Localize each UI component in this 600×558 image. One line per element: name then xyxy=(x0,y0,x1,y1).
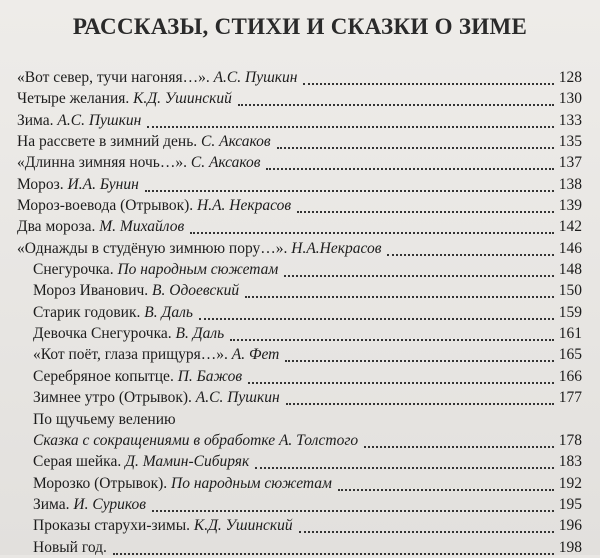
toc-entry-author: В. Даль xyxy=(144,303,193,321)
toc-entry-page: 150 xyxy=(558,282,582,300)
toc-entry-text xyxy=(17,110,141,131)
page-title: РАССКАЗЫ, СТИХИ И СКАЗКИ О ЗИМЕ xyxy=(72,14,528,39)
dot-leader xyxy=(248,361,554,384)
toc-entry-text xyxy=(17,174,139,195)
toc-entry-title: Снегурочка. xyxy=(33,261,114,279)
toc-entry-page: 177 xyxy=(558,389,582,407)
toc-entry-author: К.Д. Ушинский xyxy=(133,90,232,108)
dot-leader xyxy=(299,510,554,533)
dot-leader xyxy=(145,169,554,192)
toc-entry-title: По щучьему велению xyxy=(33,410,176,428)
toc-entry-author: В. Даль xyxy=(175,325,225,343)
toc-entry-author: А. Фет xyxy=(231,346,280,364)
toc-entry-title: Девочка Снегурочка. xyxy=(33,325,172,343)
toc-entry-title: Проказы старухи-зимы. xyxy=(33,517,191,535)
toc-entry-author: К.Д. Ушинский xyxy=(193,517,293,535)
toc-entry-author: Д. Мамин-Сибиряк xyxy=(125,453,250,471)
toc-entry-text xyxy=(33,259,278,280)
toc-entry-author: Н.А. Некрасов xyxy=(197,197,292,215)
toc-entry-author: А.С. Пушкин xyxy=(213,69,298,86)
toc-entry-page: 192 xyxy=(558,474,582,492)
toc-entry-title: На рассвете в зимний день. xyxy=(17,133,198,151)
toc-entry-title: Зимнее утро (Отрывок). xyxy=(33,389,192,407)
toc-entry-title: Серая шейка. xyxy=(33,453,122,471)
toc-entry-author: И. Суриков xyxy=(73,495,147,513)
toc-entry-author: А.С. Пушкин xyxy=(195,389,280,407)
toc-entry-title: Мороз. xyxy=(17,175,64,193)
dot-leader xyxy=(387,233,554,256)
toc-entry-author: Сказка с сокращениями в обработке А. Толстого xyxy=(33,431,359,449)
toc-entry-page: 196 xyxy=(558,517,582,535)
toc-entry-author: С. Аксаков xyxy=(201,133,271,151)
toc-entry-title: Морозко (Отрывок). xyxy=(33,474,168,492)
toc-entry-page: 138 xyxy=(558,175,582,193)
dot-leader xyxy=(297,190,554,213)
toc-entry-text xyxy=(33,344,279,365)
toc-entry-text xyxy=(33,366,242,387)
toc-entry-text xyxy=(33,451,249,472)
toc-entry-author: И.А. Бунин xyxy=(67,175,139,193)
dot-leader xyxy=(255,446,554,469)
dot-leader xyxy=(230,318,554,341)
toc-entry-page: 178 xyxy=(558,431,582,449)
toc-entry-author: А.С. Пушкин xyxy=(57,111,142,129)
toc-entry-text xyxy=(33,302,193,323)
dot-leader xyxy=(245,275,554,298)
toc-entry xyxy=(0,387,600,408)
toc-entry-page: 159 xyxy=(558,303,582,321)
dot-leader xyxy=(152,489,554,512)
toc-entry-page: 137 xyxy=(558,154,582,172)
dot-leader xyxy=(190,211,554,234)
toc-entry-title: Новый год. xyxy=(33,538,107,556)
table-of-contents xyxy=(0,67,600,558)
dot-leader xyxy=(238,83,554,106)
dot-leader xyxy=(303,62,554,85)
toc-entry-page: 139 xyxy=(558,197,582,215)
toc-entry-text xyxy=(17,216,184,237)
toc-entry-page: 198 xyxy=(558,538,582,556)
dot-leader xyxy=(113,532,554,555)
toc-entry-author: М. Михайлов xyxy=(99,218,185,236)
toc-entry-author: П. Бажов xyxy=(177,367,243,385)
toc-entry-page: 195 xyxy=(558,495,582,513)
toc-entry-text xyxy=(33,409,176,430)
dot-leader xyxy=(285,339,554,362)
toc-entry-author: С. Аксаков xyxy=(190,154,261,172)
dot-leader xyxy=(338,468,554,491)
toc-entry-title: Два мороза. xyxy=(17,218,96,236)
toc-entry-title: «Кот поёт, глаза прищуря…». xyxy=(33,346,228,364)
toc-entry-page: 135 xyxy=(558,133,582,151)
toc-entry-title: Мороз-воевода (Отрывок). xyxy=(17,197,194,215)
toc-entry-author: В. Одоевский xyxy=(152,282,240,300)
toc-entry-title: Мороз Иванович. xyxy=(33,282,149,300)
toc-entry-text xyxy=(33,323,224,344)
toc-entry-text xyxy=(33,494,146,515)
dot-leader xyxy=(147,105,554,128)
dot-leader xyxy=(199,297,554,320)
toc-entry-title: Зима. xyxy=(17,111,54,129)
toc-entry-text xyxy=(17,131,271,152)
dot-leader xyxy=(284,254,554,277)
toc-entry-page: 128 xyxy=(558,69,582,86)
toc-entry-title: Старик годовик. xyxy=(33,303,141,321)
toc-entry-title: «Однажды в студёную зимнюю пору…». xyxy=(17,239,288,257)
toc-entry-title: «Длинна зимняя ночь…». xyxy=(17,154,187,172)
toc-entry-page: 148 xyxy=(558,261,582,279)
dot-leader xyxy=(277,126,554,149)
toc-entry-page: 133 xyxy=(558,111,582,129)
toc-entry-author: Н.А.Некрасов xyxy=(291,239,382,257)
toc-entry-page: 166 xyxy=(558,367,582,385)
toc-entry-author: По народным сюжетам xyxy=(171,474,332,492)
toc-entry-page: 130 xyxy=(558,90,582,108)
toc-entry-title: Четыре желания. xyxy=(17,90,130,108)
toc-entry-page: 142 xyxy=(558,218,582,236)
toc-entry-page: 146 xyxy=(558,239,582,257)
toc-entry-title: «Вот север, тучи нагоняя…». xyxy=(17,69,210,86)
toc-entry-text xyxy=(33,387,280,408)
toc-entry-page: 161 xyxy=(558,325,582,343)
toc-entry-page: 165 xyxy=(558,346,582,364)
dot-leader xyxy=(266,147,554,170)
dot-leader xyxy=(286,382,554,405)
dot-leader xyxy=(364,425,554,448)
toc-entry-title: Зима. xyxy=(33,495,70,513)
toc-entry-title: Серебряное копытце. xyxy=(33,367,174,385)
toc-entry-author: По народным сюжетам xyxy=(117,261,279,279)
toc-entry-page: 183 xyxy=(558,453,582,471)
